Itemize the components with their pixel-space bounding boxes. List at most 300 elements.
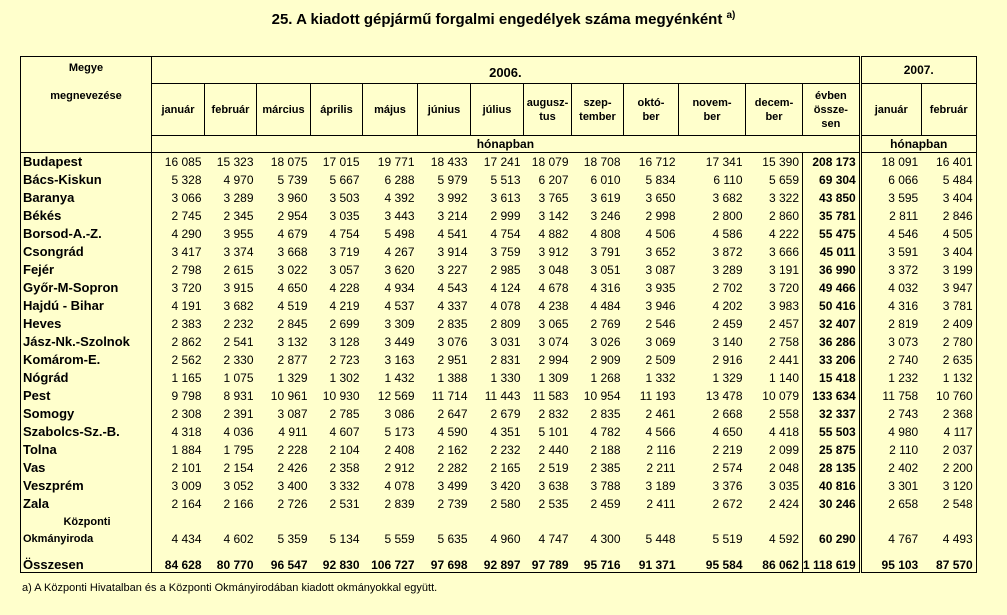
table-row <box>21 405 977 423</box>
value-cell: 3 057 <box>329 262 360 277</box>
value-cell: 5 101 <box>538 424 569 439</box>
value-cell: 2 845 <box>277 316 308 331</box>
value-cell: 3 960 <box>277 190 308 205</box>
table-row <box>21 315 977 333</box>
total-cell: 95 103 <box>860 549 921 573</box>
table-row <box>21 441 977 459</box>
value-cell: 5 513 <box>490 172 521 187</box>
value-cell: 3 374 <box>223 244 254 259</box>
value-cell: 2 819 <box>860 315 921 333</box>
value-cell: 4 484 <box>590 298 621 313</box>
value-cell: 10 930 <box>322 388 360 403</box>
value-cell: 5 635 <box>437 531 468 546</box>
table-row <box>21 171 977 189</box>
total-label: Összesen <box>21 549 152 573</box>
value-cell: 2 535 <box>538 496 569 511</box>
value-cell: 16 401 <box>921 153 976 171</box>
value-cell: 5 979 <box>437 172 468 187</box>
value-cell: 3 035 <box>329 208 360 223</box>
value-cell: 2 441 <box>768 352 799 367</box>
value-cell: 3 087 <box>645 262 676 277</box>
value-cell: 15 390 <box>762 154 799 169</box>
value-cell: 5 834 <box>645 172 676 187</box>
value-cell: 3 163 <box>384 352 415 367</box>
value-cell: 10 954 <box>583 388 621 403</box>
month-header: május <box>363 84 418 136</box>
value-cell: 4 679 <box>277 226 308 241</box>
value-cell: 4 882 <box>538 226 569 241</box>
value-cell: 2 769 <box>590 316 621 331</box>
value-cell: 3 009 <box>171 478 202 493</box>
value-cell: 11 583 <box>532 388 569 403</box>
month-header: január <box>152 84 205 136</box>
value-cell: 2 232 <box>223 316 254 331</box>
value-cell: 3 613 <box>490 190 521 205</box>
value-cell: 3 066 <box>171 190 202 205</box>
county-name: Pest <box>21 387 152 405</box>
month-header: április <box>311 84 363 136</box>
value-cell: 3 720 <box>171 280 202 295</box>
region-header: Megye megnevezése <box>50 62 122 102</box>
total-cell: 1 118 619 <box>803 549 861 573</box>
table-row <box>21 495 977 513</box>
value-cell: 3 872 <box>712 244 743 259</box>
month-header: március <box>257 84 311 136</box>
value-cell: 10 961 <box>270 388 308 403</box>
value-cell: 3 322 <box>768 190 799 205</box>
value-cell: 3 065 <box>538 316 569 331</box>
total-cell: 97 698 <box>418 549 471 573</box>
county-name: Veszprém <box>21 477 152 495</box>
table-row <box>21 459 977 477</box>
table-row <box>21 243 977 261</box>
value-cell: 2 099 <box>768 442 799 457</box>
value-cell: 2 702 <box>712 280 743 295</box>
value-cell: 2 409 <box>921 315 976 333</box>
value-cell: 2 166 <box>223 496 254 511</box>
value-cell: 3 788 <box>590 478 621 493</box>
value-cell: 4 602 <box>223 531 254 546</box>
value-cell: 3 638 <box>538 478 569 493</box>
value-cell: 3 048 <box>538 262 569 277</box>
value-cell: 2 531 <box>329 496 360 511</box>
value-cell: 2 998 <box>645 208 676 223</box>
value-cell: 2 165 <box>490 460 521 475</box>
value-cell: 5 739 <box>277 172 308 187</box>
county-name: Vas <box>21 459 152 477</box>
value-cell: 4 078 <box>490 298 521 313</box>
annual-total-cell: 15 418 <box>803 369 861 387</box>
value-cell: 2 798 <box>171 262 202 277</box>
value-cell: 2 909 <box>590 352 621 367</box>
total-cell: 96 547 <box>257 549 311 573</box>
table-row <box>21 261 977 279</box>
value-cell: 2 110 <box>860 441 921 459</box>
unit-label-2006: hónapban <box>152 136 861 153</box>
value-cell: 16 712 <box>638 154 676 169</box>
value-cell: 2 954 <box>277 208 308 223</box>
value-cell: 3 912 <box>538 244 569 259</box>
value-cell: 3 140 <box>712 334 743 349</box>
county-name: Heves <box>21 315 152 333</box>
value-cell: 1 332 <box>645 370 676 385</box>
value-cell: 3 214 <box>437 208 468 223</box>
county-name: Jász-Nk.-Szolnok <box>21 333 152 351</box>
value-cell: 2 541 <box>223 334 254 349</box>
value-cell: 3 372 <box>860 261 921 279</box>
value-cell: 2 726 <box>277 496 308 511</box>
value-cell: 3 668 <box>277 244 308 259</box>
value-cell: 4 980 <box>860 423 921 441</box>
value-cell: 3 955 <box>223 226 254 241</box>
table-row <box>21 351 977 369</box>
value-cell: 11 758 <box>860 387 921 405</box>
value-cell: 4 032 <box>860 279 921 297</box>
value-cell: 2 402 <box>860 459 921 477</box>
value-cell: 4 493 <box>921 513 976 549</box>
title-footnote-mark: a) <box>726 10 736 21</box>
county-name: Somogy <box>21 405 152 423</box>
value-cell: 4 782 <box>590 424 621 439</box>
value-cell: 2 200 <box>921 459 976 477</box>
table-row <box>21 207 977 225</box>
value-cell: 2 832 <box>538 406 569 421</box>
value-cell: 2 809 <box>490 316 521 331</box>
value-cell: 2 308 <box>171 406 202 421</box>
value-cell: 3 983 <box>768 298 799 313</box>
value-cell: 1 302 <box>329 370 360 385</box>
value-cell: 4 519 <box>277 298 308 313</box>
value-cell: 2 994 <box>538 352 569 367</box>
value-cell: 3 191 <box>768 262 799 277</box>
central-office-name: Központi Okmányiroda <box>21 513 152 549</box>
value-cell: 5 659 <box>768 172 799 187</box>
value-cell: 2 835 <box>437 316 468 331</box>
value-cell: 4 754 <box>329 226 360 241</box>
value-cell: 11 714 <box>431 388 468 403</box>
value-cell: 2 211 <box>646 460 676 475</box>
value-cell: 2 162 <box>437 442 468 457</box>
value-cell: 5 498 <box>384 226 415 241</box>
value-cell: 4 747 <box>538 531 569 546</box>
value-cell: 2 424 <box>768 496 799 511</box>
value-cell: 3 619 <box>590 190 621 205</box>
value-cell: 3 791 <box>590 244 621 259</box>
value-cell: 5 667 <box>329 172 360 187</box>
value-cell: 2 668 <box>712 406 743 421</box>
value-cell: 3 120 <box>921 477 976 495</box>
month-2007-header: február <box>921 84 976 136</box>
value-cell: 4 222 <box>768 226 799 241</box>
total-cell: 91 371 <box>624 549 679 573</box>
value-cell: 2 426 <box>277 460 308 475</box>
value-cell: 3 404 <box>921 189 976 207</box>
value-cell: 5 359 <box>277 531 308 546</box>
value-cell: 3 142 <box>538 208 569 223</box>
table-row-total <box>21 549 977 573</box>
month-2007-header: január <box>860 84 921 136</box>
value-cell: 3 499 <box>437 478 468 493</box>
value-cell: 2 985 <box>490 262 521 277</box>
value-cell: 4 808 <box>590 226 621 241</box>
county-name: Békés <box>21 207 152 225</box>
value-cell: 2 101 <box>171 460 202 475</box>
value-cell: 4 754 <box>490 226 521 241</box>
value-cell: 5 519 <box>712 531 743 546</box>
value-cell: 4 767 <box>860 513 921 549</box>
value-cell: 2 580 <box>490 496 521 511</box>
value-cell: 2 440 <box>538 442 569 457</box>
value-cell: 3 022 <box>277 262 308 277</box>
value-cell: 4 590 <box>437 424 468 439</box>
value-cell: 3 503 <box>329 190 360 205</box>
annual-total-cell: 40 816 <box>803 477 861 495</box>
value-cell: 3 073 <box>860 333 921 351</box>
value-cell: 3 128 <box>329 334 360 349</box>
table-row <box>21 279 977 297</box>
value-cell: 3 400 <box>277 478 308 493</box>
month-header: július <box>471 84 524 136</box>
value-cell: 2 548 <box>921 495 976 513</box>
value-cell: 4 911 <box>278 424 308 439</box>
value-cell: 3 914 <box>437 244 468 259</box>
value-cell: 2 745 <box>171 208 202 223</box>
value-cell: 2 811 <box>860 207 921 225</box>
value-cell: 4 546 <box>860 225 921 243</box>
county-name: Bács-Kiskun <box>21 171 152 189</box>
value-cell: 2 368 <box>921 405 976 423</box>
value-cell: 8 931 <box>223 388 254 403</box>
value-cell: 3 935 <box>645 280 676 295</box>
value-cell: 3 595 <box>860 189 921 207</box>
value-cell: 3 301 <box>860 477 921 495</box>
value-cell: 2 330 <box>223 352 254 367</box>
value-cell: 1 388 <box>437 370 468 385</box>
value-cell: 3 682 <box>223 298 254 313</box>
value-cell: 4 960 <box>490 531 521 546</box>
value-cell: 4 418 <box>768 424 799 439</box>
value-cell: 5 559 <box>384 531 415 546</box>
value-cell: 3 069 <box>645 334 676 349</box>
value-cell: 4 506 <box>645 226 676 241</box>
value-cell: 4 219 <box>329 298 360 313</box>
value-cell: 3 682 <box>712 190 743 205</box>
value-cell: 3 246 <box>590 208 621 223</box>
value-cell: 2 037 <box>921 441 976 459</box>
value-cell: 4 316 <box>590 280 621 295</box>
annual-total-cell: 36 286 <box>803 333 861 351</box>
value-cell: 4 678 <box>538 280 569 295</box>
county-name: Borsod-A.-Z. <box>21 225 152 243</box>
value-cell: 2 912 <box>384 460 415 475</box>
value-cell: 60 290 <box>803 513 861 549</box>
value-cell: 4 537 <box>384 298 415 313</box>
value-cell: 17 341 <box>705 154 743 169</box>
month-header: február <box>205 84 257 136</box>
value-cell: 2 699 <box>329 316 360 331</box>
value-cell: 12 569 <box>377 388 415 403</box>
value-cell: 2 509 <box>645 352 676 367</box>
unit-label-2007: hónapban <box>860 136 976 153</box>
value-cell: 3 227 <box>437 262 468 277</box>
value-cell: 2 104 <box>329 442 360 457</box>
value-cell: 3 947 <box>921 279 976 297</box>
total-cell: 92 830 <box>311 549 363 573</box>
value-cell: 2 408 <box>384 442 415 457</box>
value-cell: 5 173 <box>384 424 415 439</box>
year-2007-header: 2007. <box>860 57 976 84</box>
value-cell: 3 289 <box>712 262 743 277</box>
value-cell: 3 404 <box>921 243 976 261</box>
title-text: 25. A kiadott gépjármű forgalmi engedélyek száma megyénként <box>271 11 723 28</box>
value-cell: 2 672 <box>712 496 743 511</box>
value-cell: 2 723 <box>329 352 360 367</box>
value-cell: 2 916 <box>712 352 743 367</box>
total-cell: 84 628 <box>152 549 205 573</box>
value-cell: 19 771 <box>377 154 415 169</box>
value-cell: 3 620 <box>384 262 415 277</box>
table-row <box>21 423 977 441</box>
value-cell: 4 434 <box>171 531 202 546</box>
value-cell: 2 831 <box>490 352 521 367</box>
value-cell: 5 448 <box>645 531 676 546</box>
value-cell: 2 999 <box>490 208 521 223</box>
year-2006-header: 2006. <box>152 57 861 84</box>
county-name: Tolna <box>21 441 152 459</box>
value-cell: 2 459 <box>712 316 743 331</box>
annual-total-cell: 33 206 <box>803 351 861 369</box>
value-cell: 5 328 <box>171 172 202 187</box>
value-cell: 2 358 <box>329 460 360 475</box>
value-cell: 3 026 <box>590 334 621 349</box>
value-cell: 1 268 <box>590 370 621 385</box>
value-cell: 2 877 <box>277 352 308 367</box>
value-cell: 3 309 <box>384 316 415 331</box>
value-cell: 2 658 <box>860 495 921 513</box>
value-cell: 3 650 <box>645 190 676 205</box>
value-cell: 2 562 <box>171 352 202 367</box>
annual-total-cell: 45 011 <box>803 243 861 261</box>
value-cell: 1 075 <box>223 370 254 385</box>
value-cell: 3 443 <box>384 208 415 223</box>
value-cell: 4 351 <box>490 424 521 439</box>
value-cell: 3 417 <box>171 244 202 259</box>
value-cell: 4 191 <box>171 298 202 313</box>
value-cell: 2 860 <box>768 208 799 223</box>
value-cell: 3 765 <box>538 190 569 205</box>
value-cell: 3 915 <box>223 280 254 295</box>
total-cell: 106 727 <box>363 549 418 573</box>
table-row <box>21 189 977 207</box>
value-cell: 2 345 <box>223 208 254 223</box>
value-cell: 2 679 <box>490 406 521 421</box>
value-cell: 3 189 <box>645 478 676 493</box>
value-cell: 3 720 <box>768 280 799 295</box>
value-cell: 2 780 <box>921 333 976 351</box>
value-cell: 2 740 <box>860 351 921 369</box>
month-header: augusz- tus <box>524 84 572 136</box>
total-cell: 95 716 <box>572 549 624 573</box>
value-cell: 3 946 <box>645 298 676 313</box>
value-cell: 4 300 <box>590 531 621 546</box>
value-cell: 3 719 <box>329 244 360 259</box>
value-cell: 4 117 <box>921 423 976 441</box>
value-cell: 1 329 <box>277 370 308 385</box>
annual-total-cell: 43 850 <box>803 189 861 207</box>
value-cell: 2 228 <box>277 442 308 457</box>
total-cell: 92 897 <box>471 549 524 573</box>
table-row <box>21 225 977 243</box>
annual-total-cell: 50 416 <box>803 297 861 315</box>
value-cell: 2 846 <box>921 207 976 225</box>
value-cell: 10 079 <box>762 388 799 403</box>
table-row <box>21 369 977 387</box>
value-cell: 3 420 <box>490 478 521 493</box>
data-table <box>20 56 977 573</box>
value-cell: 2 461 <box>645 406 676 421</box>
value-cell: 2 232 <box>490 442 521 457</box>
value-cell: 18 091 <box>860 153 921 171</box>
value-cell: 2 546 <box>645 316 676 331</box>
value-cell: 3 132 <box>277 334 308 349</box>
value-cell: 3 199 <box>921 261 976 279</box>
value-cell: 2 164 <box>171 496 202 511</box>
value-cell: 5 484 <box>921 171 976 189</box>
value-cell: 3 289 <box>223 190 254 205</box>
value-cell: 18 708 <box>583 154 621 169</box>
value-cell: 4 238 <box>538 298 569 313</box>
month-header: június <box>418 84 471 136</box>
value-cell: 3 376 <box>712 478 743 493</box>
value-cell: 2 758 <box>768 334 799 349</box>
annual-total-cell: 32 337 <box>803 405 861 423</box>
table-row-central <box>21 513 977 549</box>
value-cell: 4 934 <box>384 280 415 295</box>
value-cell: 2 558 <box>768 406 799 421</box>
annual-total-cell: 49 466 <box>803 279 861 297</box>
month-header: szep- tember <box>572 84 624 136</box>
value-cell: 3 031 <box>490 334 521 349</box>
county-name: Baranya <box>21 189 152 207</box>
county-name: Hajdú - Bihar <box>21 297 152 315</box>
value-cell: 3 052 <box>223 478 254 493</box>
value-cell: 4 586 <box>712 226 743 241</box>
annual-total-cell: 36 990 <box>803 261 861 279</box>
value-cell: 2 116 <box>646 442 676 457</box>
value-cell: 4 337 <box>437 298 468 313</box>
annual-total-cell: 25 875 <box>803 441 861 459</box>
value-cell: 3 781 <box>921 297 976 315</box>
value-cell: 3 087 <box>277 406 308 421</box>
value-cell: 3 076 <box>437 334 468 349</box>
total-cell: 95 584 <box>679 549 746 573</box>
value-cell: 1 884 <box>171 442 202 457</box>
value-cell: 3 652 <box>645 244 676 259</box>
county-name: Csongrád <box>21 243 152 261</box>
value-cell: 4 290 <box>171 226 202 241</box>
value-cell: 3 449 <box>384 334 415 349</box>
county-name: Nógrád <box>21 369 152 387</box>
table-row <box>21 387 977 405</box>
value-cell: 6 207 <box>538 172 569 187</box>
value-cell: 1 140 <box>768 370 799 385</box>
value-cell: 2 839 <box>384 496 415 511</box>
value-cell: 3 332 <box>329 478 360 493</box>
value-cell: 5 134 <box>329 531 360 546</box>
county-name: Budapest <box>21 153 152 171</box>
county-name: Fejér <box>21 261 152 279</box>
annual-total-cell: 133 634 <box>803 387 861 405</box>
